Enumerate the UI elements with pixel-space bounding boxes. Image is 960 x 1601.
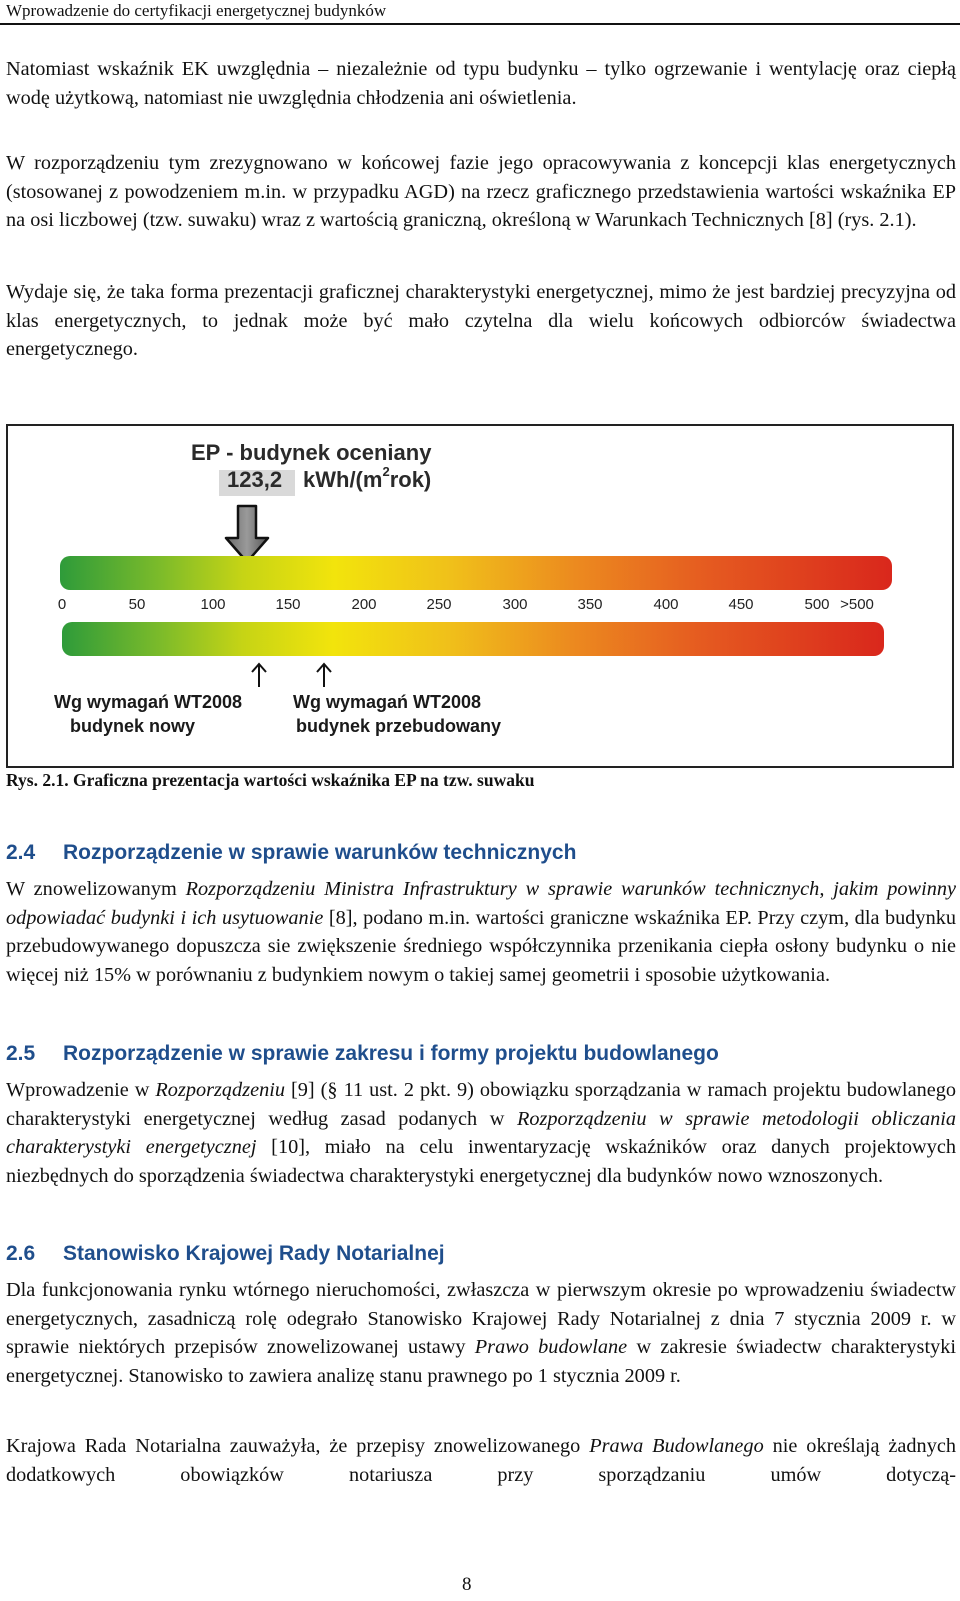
paragraph-2-6-b: Krajowa Rada Notarialna zauważyła, że przepisy znowelizowanego Prawa Budowlanego nie określają żadnych dodatkowych obowiązków notariusza przy sporządzaniu umów dotyczą-	[6, 1435, 956, 1486]
paragraph-2-4: W znowelizowanym Rozporządzeniu Ministra Infrastruktury w sprawie warunków technicznych, jakim powinny odpowiadać budynki i ich usytuowanie [8], podano m.in. wartości graniczne wskaźnika EP. Przy czym, dla budynku przebudowywanego dopuszcza sie zwiększenie średniego współczynnika przenikania ciepła osłony budynku o nie więcej niż 15% w porównaniu z budynkiem nowym o takiej samej geometrii i sposobie użytkowania.	[6, 878, 956, 986]
label-new-line2: budynek nowy	[70, 716, 196, 736]
section-heading-2-5	[6, 1042, 719, 1066]
section-heading-2-6	[6, 1242, 445, 1266]
section-title: Rozporządzenie w sprawie zakresu i formy projektu budowlanego	[63, 1042, 719, 1065]
tick-label: 0	[57, 596, 67, 613]
section-number: 2.6	[6, 1242, 36, 1265]
header-divider	[0, 23, 960, 25]
tick-label: >500	[840, 596, 874, 613]
section-number: 2.4	[6, 841, 36, 864]
tick-label: 200	[351, 596, 377, 613]
tick-label: 350	[577, 596, 603, 613]
tick-label: 150	[275, 596, 301, 613]
tick-label: 300	[502, 596, 528, 613]
ep-scale-bar-bottom	[62, 622, 884, 656]
ep-unit	[303, 464, 432, 493]
unit-pre: kWh/(m	[303, 467, 383, 492]
section-heading-2-4	[6, 841, 576, 865]
paragraph-ek: Natomiast wskaźnik EK uwzględnia – niezależnie od typu budynku – tylko ogrzewanie i wentylację oraz ciepłą wodę użytkową, natomiast nie uwzględnia chłodzenia ani oświetlenia.	[6, 58, 956, 109]
header-title: Wprowadzenie do certyfikacji energetycznej budynków	[6, 1, 387, 20]
paragraph-suwak: W rozporządzeniu tym zrezygnowano w końcowej fazie jego opracowywania z koncepcji klas energetycznych (stosowanej z powodzeniem m.in. w przypadku AGD) na rzecz graficznego przedstawienia wartości wskaźnika EP na osi liczbowej (tzw. suwaku) wraz z wartością graniczną, określoną w Warunkach Technicznych [8] (rys. 2.1).	[6, 152, 956, 232]
unit-post: rok)	[389, 467, 432, 492]
label-rebuilt-line1: Wg wymagań WT2008	[293, 692, 482, 712]
paragraph-2-5: Wprowadzenie w Rozporządzeniu [9] (§ 11 ust. 2 pkt. 9) obowiązku sporządzania w ramach projektu budowlanego charakterystyki energetycznej według zasad podanych w Rozporządzeniu w sprawie metodologii obliczania charakterystyki energetycznej [10], miało na celu inwentaryzację wskaźników oraz danych projektowych niezbędnych do sporządzenia świadectwa charakterystyki energetycznej dla budynków nowo wznoszonych.	[6, 1079, 956, 1187]
label-rebuilt-line2: budynek przebudowany	[296, 716, 502, 736]
label-new-line1: Wg wymagań WT2008	[54, 692, 243, 712]
ep-slider-figure	[6, 424, 954, 768]
tick-label: 500	[804, 596, 830, 613]
ep-value: 123,2	[227, 467, 283, 492]
limit-rebuilt-marker-icon	[314, 662, 334, 688]
figure-caption: Rys. 2.1. Graficzna prezentacja wartości wskaźnika EP na tzw. suwaku	[6, 770, 535, 790]
tick-label: 450	[728, 596, 754, 613]
figure-title: EP - budynek oceniany	[191, 440, 432, 465]
label-new-building	[54, 690, 242, 738]
unit-sup: 2	[382, 464, 390, 479]
ep-scale-ticks	[8, 596, 948, 618]
section-title: Rozporządzenie w sprawie warunków technicznych	[63, 841, 577, 864]
tick-label: 50	[128, 596, 146, 613]
ep-scale-bar-top	[60, 556, 892, 590]
label-rebuilt-building	[293, 690, 501, 738]
paragraph-2-6-a: Dla funkcjonowania rynku wtórnego nieruchomości, zwłaszcza w pierwszym okresie po wprowadzeniu świadectw energetycznych, zasadniczą rolę odegrało Stanowisko Krajowej Rady Notarialnej z dnia 7 stycznia 2009 r. w sprawie niektórych przepisów znowelizowanej ustawy Prawo budowlane w zakresie świadectw charakterystyki energetycznej. Stanowisko to zawiera analizę stanu prawnego po 1 stycznia 2009 r.	[6, 1279, 957, 1387]
section-number: 2.5	[6, 1042, 36, 1065]
paragraph-czytelnosc: Wydaje się, że taka forma prezentacji graficznej charakterystyki energetycznej, mimo że jest bardziej precyzyjna od klas energetycznych, to jednak może być mało czytelna dla wielu końcowych odbiorców świadectwa energetycznego.	[6, 281, 956, 361]
tick-label: 400	[653, 596, 679, 613]
page-number: 8	[462, 1574, 472, 1595]
section-title: Stanowisko Krajowej Rady Notarialnej	[63, 1242, 445, 1265]
limit-new-marker-icon	[249, 662, 269, 688]
running-header	[0, 0, 960, 24]
down-arrow-icon	[224, 504, 270, 564]
tick-label: 100	[200, 596, 226, 613]
tick-label: 250	[426, 596, 452, 613]
